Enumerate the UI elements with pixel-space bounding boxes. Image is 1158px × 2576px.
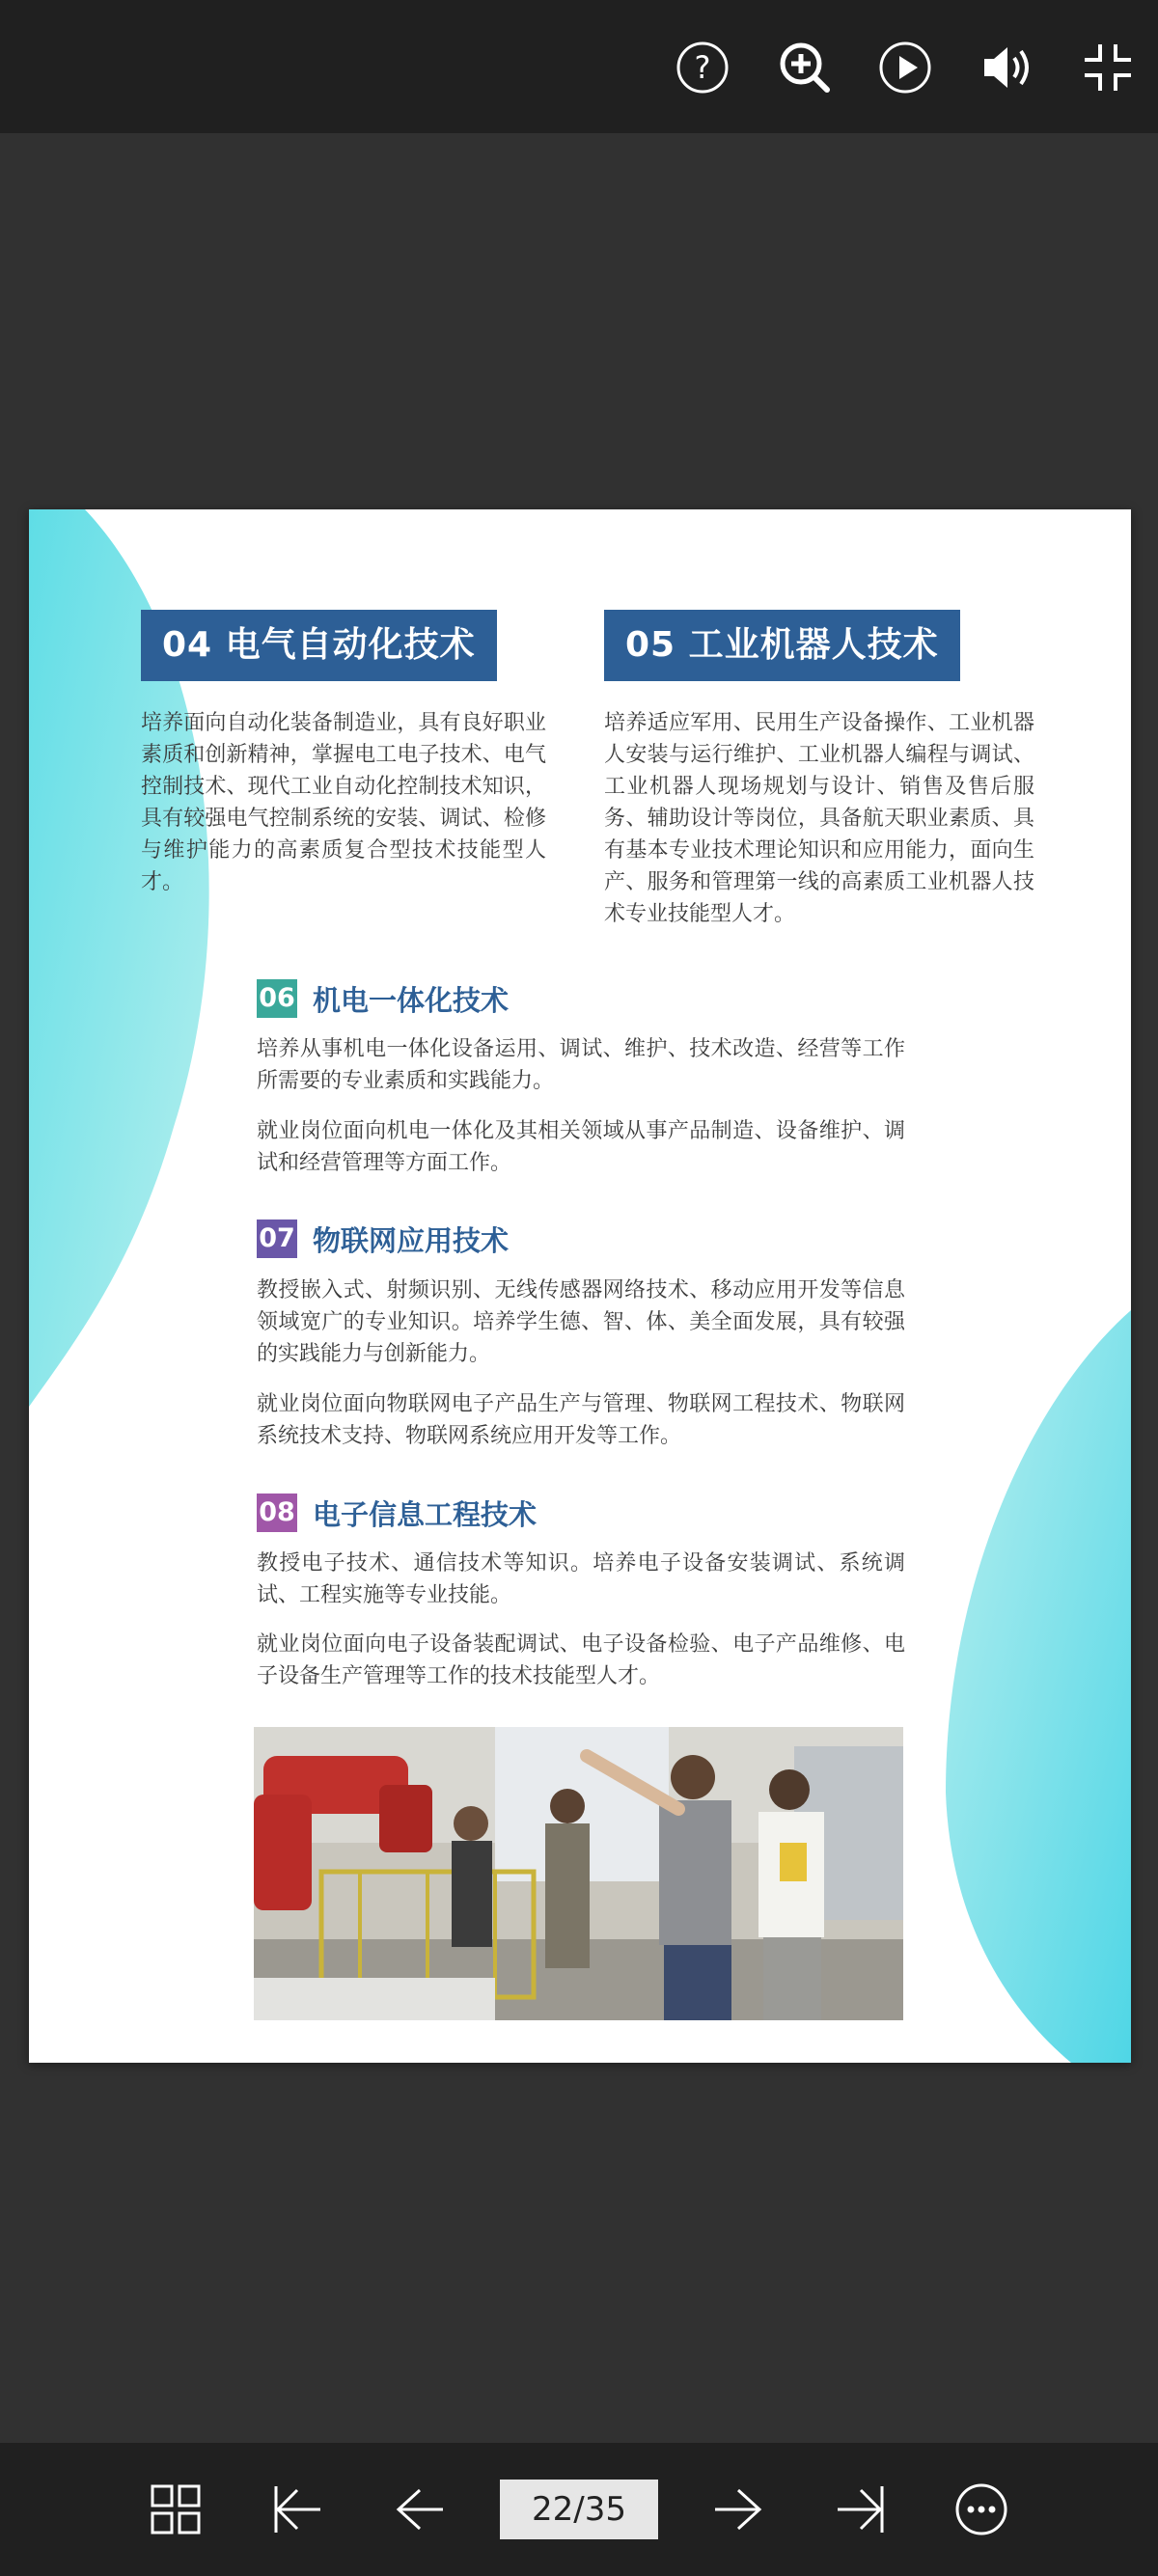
- section-06-paragraph-1: 培养从事机电一体化设备运用、调试、维护、技术改造、经营等工作所需要的专业素质和实践能力。: [257, 1037, 905, 1093]
- section-08-title: 电子信息工程技术: [313, 1497, 538, 1531]
- previous-page-icon[interactable]: [389, 2479, 451, 2540]
- more-icon[interactable]: [951, 2479, 1012, 2540]
- volume-icon[interactable]: [977, 37, 1038, 98]
- section-06-paragraph-2: 就业岗位面向机电一体化及其相关领域从事产品制造、设备维护、调试和经营管理等方面工作。: [257, 1119, 905, 1175]
- last-page-icon[interactable]: [830, 2479, 892, 2540]
- section-07-paragraph-2: 就业岗位面向物联网电子产品生产与管理、物联网工程技术、物联网系统技术支持、物联网系统应用开发等工作。: [257, 1392, 905, 1448]
- heading-section-05: 05 工业机器人技术: [604, 610, 960, 681]
- top-toolbar: [0, 0, 1158, 133]
- thumbnails-icon[interactable]: [145, 2479, 207, 2540]
- page-indicator[interactable]: 22/35: [500, 2480, 658, 2539]
- section-08-paragraph-2: 就业岗位面向电子设备装配调试、电子设备检验、电子产品维修、电子设备生产管理等工作的技术技能型人才。: [257, 1632, 905, 1688]
- exit-fullscreen-icon[interactable]: [1077, 37, 1139, 98]
- svg-text:?: ?: [694, 49, 711, 86]
- section-06-number: 06: [257, 979, 297, 1018]
- first-page-icon[interactable]: [266, 2479, 328, 2540]
- section-07-number: 07: [257, 1219, 297, 1258]
- next-page-icon[interactable]: [707, 2479, 769, 2540]
- section-08-paragraph-1: 教授电子技术、通信技术等知识。培养电子设备安装调试、系统调试、工程实施等专业技能。: [257, 1551, 905, 1607]
- paragraph-section-04: 培养面向自动化装备制造业，具有良好职业素质和创新精神，掌握电工电子技术、电气控制技术、现代工业自动化控制技术知识，具有较强电气控制系统的安装、调试、检修与维护能力的高素质复合型技术技能型人才。: [141, 711, 546, 894]
- play-icon[interactable]: [874, 37, 936, 98]
- paragraph-section-05: 培养适应军用、民用生产设备操作、工业机器人安装与运行维护、工业机器人编程与调试、工业机器人现场规划与设计、销售及售后服务、辅助设计等岗位，具备航天职业素质、具有基本专业技术理论知识和应用能力，面向生产、服务和管理第一线的高素质工业机器人技术专业技能型人才。: [604, 711, 1034, 926]
- bottom-toolbar: [0, 2443, 1158, 2576]
- section-07-header: [257, 1219, 509, 1258]
- section-08-header: [257, 1494, 537, 1532]
- section-06-title: 机电一体化技术: [313, 983, 510, 1017]
- students-robot-lab-photo: [254, 1727, 903, 2020]
- section-07-paragraph-1: 教授嵌入式、射频识别、无线传感器网络技术、移动应用开发等信息领域宽广的专业知识。培养学生德、智、体、美全面发展，具有较强的实践能力与创新能力。: [257, 1278, 905, 1366]
- heading-section-04: 04 电气自动化技术: [141, 610, 497, 681]
- zoom-in-icon[interactable]: [774, 37, 836, 98]
- document-page: [29, 509, 1131, 2063]
- section-07-title: 物联网应用技术: [313, 1223, 510, 1257]
- help-icon[interactable]: [672, 37, 733, 98]
- section-08-number: 08: [257, 1494, 297, 1532]
- section-06-header: [257, 979, 509, 1018]
